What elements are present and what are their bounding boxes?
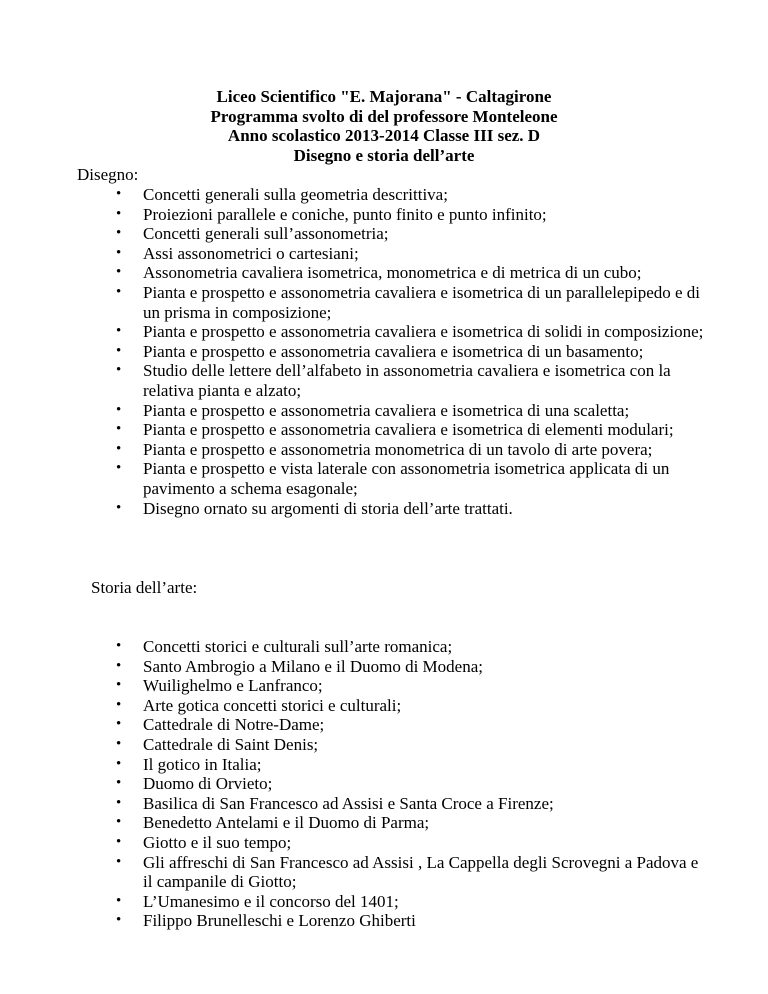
list-item bbox=[0, 185, 768, 205]
art-history-topic-list bbox=[0, 637, 768, 931]
list-item-text: Assi assonometrici o cartesiani; bbox=[143, 243, 359, 263]
bullet-icon: • bbox=[116, 677, 122, 694]
bullet-icon: • bbox=[116, 205, 122, 222]
list-item bbox=[0, 657, 768, 677]
list-item-text: Giotto e il suo tempo; bbox=[143, 832, 292, 852]
document-header bbox=[0, 87, 768, 165]
list-item bbox=[0, 342, 768, 362]
drawing-section-label: Disegno: bbox=[77, 165, 139, 184]
list-item-text: Pianta e prospetto e assonometria cavaliera e isometrica di una scaletta; bbox=[143, 400, 630, 420]
list-item-text: Basilica di San Francesco ad Assisi e Santa Croce a Firenze; bbox=[143, 793, 554, 813]
list-item bbox=[0, 911, 768, 931]
list-item-text: Benedetto Antelami e il Duomo di Parma; bbox=[143, 813, 430, 833]
list-item-text: Duomo di Orvieto; bbox=[143, 774, 273, 794]
list-item-text: L’Umanesimo e il concorso del 1401; bbox=[143, 891, 399, 911]
bullet-icon: • bbox=[116, 755, 122, 772]
bullet-icon: • bbox=[116, 421, 122, 438]
list-item bbox=[0, 892, 768, 912]
list-item-text: Pianta e prospetto e vista laterale con assonometria isometrica applicata di un pavimento a schema esagonale; bbox=[143, 459, 670, 498]
list-item-text: Pianta e prospetto e assonometria cavaliera e isometrica di un basamento; bbox=[143, 341, 644, 361]
list-item-text: Cattedrale di Saint Denis; bbox=[143, 734, 319, 754]
list-item bbox=[0, 637, 768, 657]
list-item bbox=[0, 794, 768, 814]
bullet-icon: • bbox=[116, 775, 122, 792]
list-item bbox=[0, 420, 768, 440]
list-item-text: Cattedrale di Notre-Dame; bbox=[143, 715, 325, 735]
bullet-icon: • bbox=[116, 362, 122, 379]
list-item-text: Proiezioni parallele e coniche, punto finito e punto infinito; bbox=[143, 204, 547, 224]
list-item bbox=[0, 833, 768, 853]
list-item bbox=[0, 322, 768, 342]
list-item bbox=[0, 813, 768, 833]
bullet-icon: • bbox=[116, 892, 122, 909]
school-title: Liceo Scientifico "E. Majorana" - Caltagirone bbox=[216, 87, 552, 106]
list-item bbox=[0, 715, 768, 735]
bullet-icon: • bbox=[116, 323, 122, 340]
list-item bbox=[0, 696, 768, 716]
bullet-icon: • bbox=[116, 499, 122, 516]
list-item bbox=[0, 774, 768, 794]
list-item-text: Concetti generali sull’assonometria; bbox=[143, 224, 389, 244]
program-title: Programma svolto di del professore Monteleone bbox=[210, 106, 558, 126]
list-item bbox=[0, 853, 768, 892]
bullet-icon: • bbox=[116, 814, 122, 831]
school-year-class: Anno scolastico 2013-2014 Classe III sez. D bbox=[227, 126, 541, 146]
list-item-text: Pianta e prospetto e assonometria cavaliera e isometrica di un parallelepipedo e di un prisma in composizione; bbox=[143, 282, 701, 322]
bullet-icon: • bbox=[116, 716, 122, 733]
list-item-text: Disegno ornato su argomenti di storia dell’arte trattati. bbox=[143, 498, 513, 518]
bullet-icon: • bbox=[116, 735, 122, 752]
bullet-icon: • bbox=[116, 244, 122, 261]
list-item bbox=[0, 224, 768, 244]
art-history-section-label: Storia dell’arte: bbox=[91, 578, 198, 597]
bullet-icon: • bbox=[116, 186, 122, 202]
list-item bbox=[0, 205, 768, 225]
list-item-text: Pianta e prospetto e assonometria cavaliera e isometrica di elementi modulari; bbox=[143, 420, 674, 440]
list-item bbox=[0, 263, 768, 283]
list-item bbox=[0, 283, 768, 322]
list-item-text: Concetti generali sulla geometria descrittiva; bbox=[143, 185, 448, 204]
list-item-text: Arte gotica concetti storici e culturali; bbox=[143, 695, 402, 715]
list-item-text: Studio delle lettere dell’alfabeto in assonometria cavaliera e isometrica con la relativa pianta e alzato; bbox=[143, 361, 671, 400]
list-item bbox=[0, 499, 768, 519]
bullet-icon: • bbox=[116, 401, 122, 418]
bullet-icon: • bbox=[116, 696, 122, 713]
bullet-icon: • bbox=[116, 264, 122, 281]
bullet-icon: • bbox=[116, 657, 122, 674]
bullet-icon: • bbox=[116, 853, 122, 870]
list-item-text: Pianta e prospetto e assonometria cavaliera e isometrica di solidi in composizione; bbox=[143, 322, 704, 342]
list-item bbox=[0, 440, 768, 460]
list-item-text: Filippo Brunelleschi e Lorenzo Ghiberti bbox=[143, 911, 416, 931]
list-item-text: Il gotico in Italia; bbox=[143, 754, 262, 774]
bullet-icon: • bbox=[116, 225, 122, 242]
list-item bbox=[0, 244, 768, 264]
bullet-icon: • bbox=[116, 794, 122, 811]
list-item bbox=[0, 676, 768, 696]
list-item-text: Pianta e prospetto e assonometria monometrica di un tavolo di arte povera; bbox=[143, 439, 653, 459]
list-item bbox=[0, 361, 768, 400]
drawing-topic-list bbox=[0, 185, 768, 518]
list-item-text: Santo Ambrogio a Milano e il Duomo di Modena; bbox=[143, 656, 483, 676]
list-item bbox=[0, 459, 768, 498]
list-item-text: Assonometria cavaliera isometrica, monometrica e di metrica di un cubo; bbox=[143, 263, 642, 283]
list-item bbox=[0, 755, 768, 775]
bullet-icon: • bbox=[116, 912, 122, 929]
bullet-icon: • bbox=[116, 283, 122, 300]
bullet-icon: • bbox=[116, 833, 122, 850]
subject-title: Disegno e storia dell’arte bbox=[293, 145, 475, 165]
bullet-icon: • bbox=[116, 638, 122, 654]
list-item bbox=[0, 401, 768, 421]
list-item bbox=[0, 735, 768, 755]
list-item-text: Wuilighelmo e Lanfranco; bbox=[143, 676, 323, 696]
bullet-icon: • bbox=[116, 460, 122, 477]
bullet-icon: • bbox=[116, 440, 122, 457]
bullet-icon: • bbox=[116, 342, 122, 359]
list-item-text: Concetti storici e culturali sull’arte romanica; bbox=[143, 637, 453, 656]
list-item-text: Gli affreschi di San Francesco ad Assisi , La Cappella degli Scrovegni a Padova e il campanile di Giotto; bbox=[143, 852, 699, 892]
